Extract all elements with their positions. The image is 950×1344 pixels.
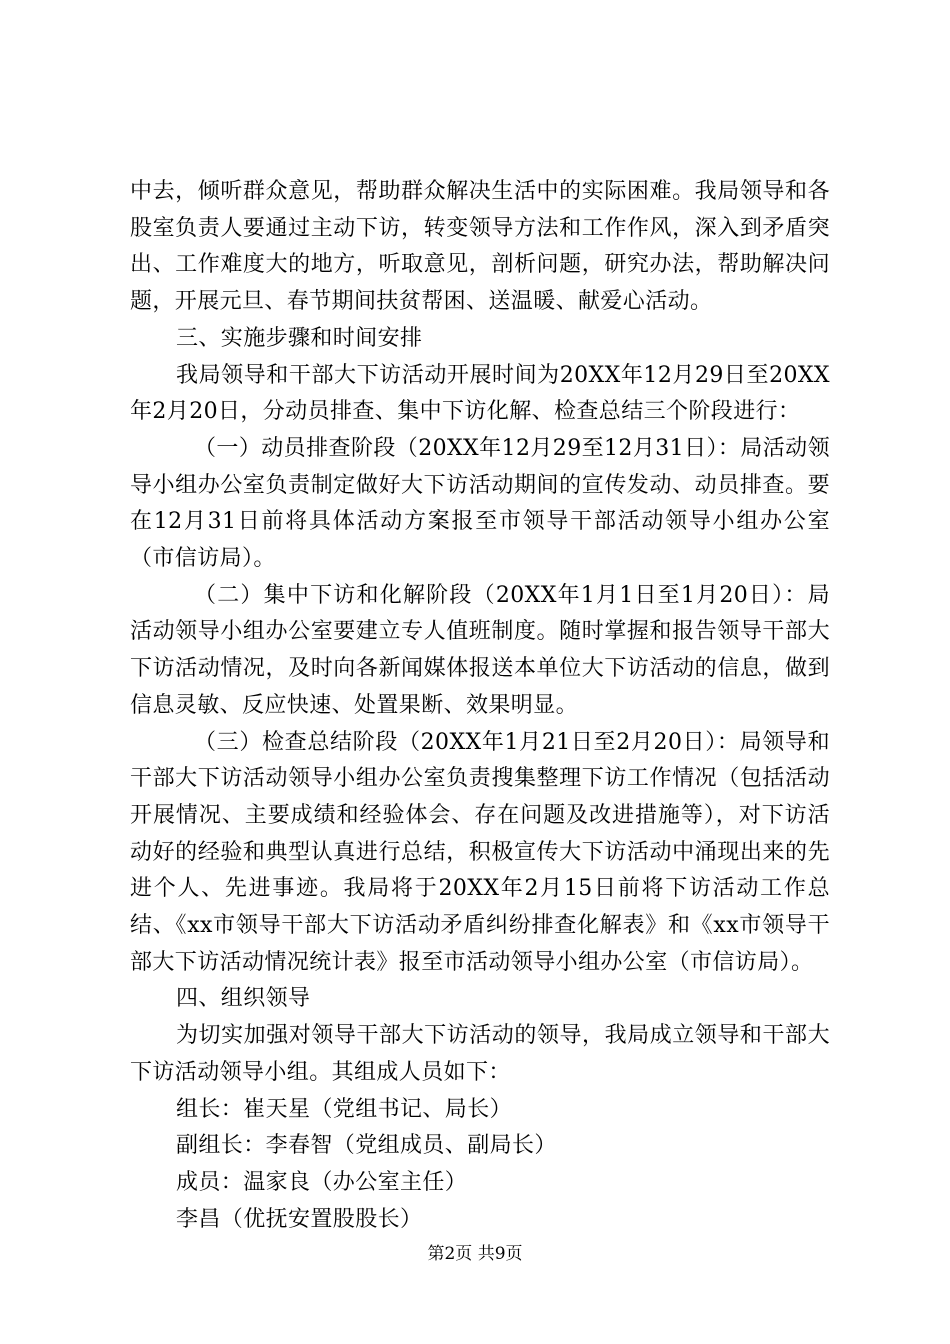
paragraph-schedule: 我局领导和干部大下访活动开展时间为20XX年12月29日至20XX年2月20日，分动员排查、集中下访化解、检查总结三个阶段进行： <box>130 362 830 425</box>
paragraph-organization: 为切实加强对领导干部大下访活动的领导，我局成立领导和干部大下访活动领导小组。其组成人员如下： <box>130 1023 830 1085</box>
section-heading-implementation: 三、实施步骤和时间安排 <box>176 325 423 351</box>
member-deputy-leader: 副组长：李春智（党组成员、副局长） <box>176 1133 557 1159</box>
section-heading-organization: 四、组织领导 <box>176 986 311 1012</box>
page-number-footer: 第2页 共9页 <box>427 1244 523 1264</box>
document-body <box>130 174 830 1238</box>
member-leader: 组长：崔天星（党组书记、局长） <box>176 1096 513 1122</box>
member-office-director: 成员：温家良（办公室主任） <box>176 1169 468 1195</box>
paragraph-continuation: 中去，倾听群众意见，帮助群众解决生活中的实际困难。我局领导和各股室负责人要通过主动下访，转变领导方法和工作作风，深入到矛盾突出、工作难度大的地方，听取意见，剖析问题，研究办法，帮助解决问题，开展元旦、春节期间扶贫帮困、送温暖、献爱心活动。 <box>130 179 830 315</box>
paragraph-phase-three: （三）检查总结阶段（20XX年1月21日至2月20日）：局领导和干部大下访活动领导小组办公室负责搜集整理下访工作情况（包括活动开展情况、主要成绩和经验体会、存在问题及改进措施等），对下访活动好的经验和典型认真进行总结，积极宣传大下访活动中涌现出来的先进个人、先进事迹。我局将于20XX年2月15日前将下访活动工作总结、《xx市领导干部大下访活动矛盾纠纷排查化解表》和《xx市领导干部大下访活动情况统计表》报至市活动领导小组办公室（市信访局）。 <box>130 729 830 975</box>
paragraph-phase-two: （二）集中下访和化解阶段（20XX年1月1日至1月20日）：局活动领导小组办公室要建立专人值班制度。随时掌握和报告领导干部大下访活动情况，及时向各新闻媒体报送本单位大下访活动的信息，做到信息灵敏、反应快速、处置果断、效果明显。 <box>130 582 830 718</box>
paragraph-phase-one: （一）动员排查阶段（20XX年12月29至12月31日）：局活动领导小组办公室负责制定做好大下访活动期间的宣传发动、动员排查。要在12月31日前将具体活动方案报至市领导干部活动领导小组办公室（市信访局）。 <box>130 435 830 572</box>
member-section-chief: 李昌（优抚安置股股长） <box>176 1206 423 1232</box>
